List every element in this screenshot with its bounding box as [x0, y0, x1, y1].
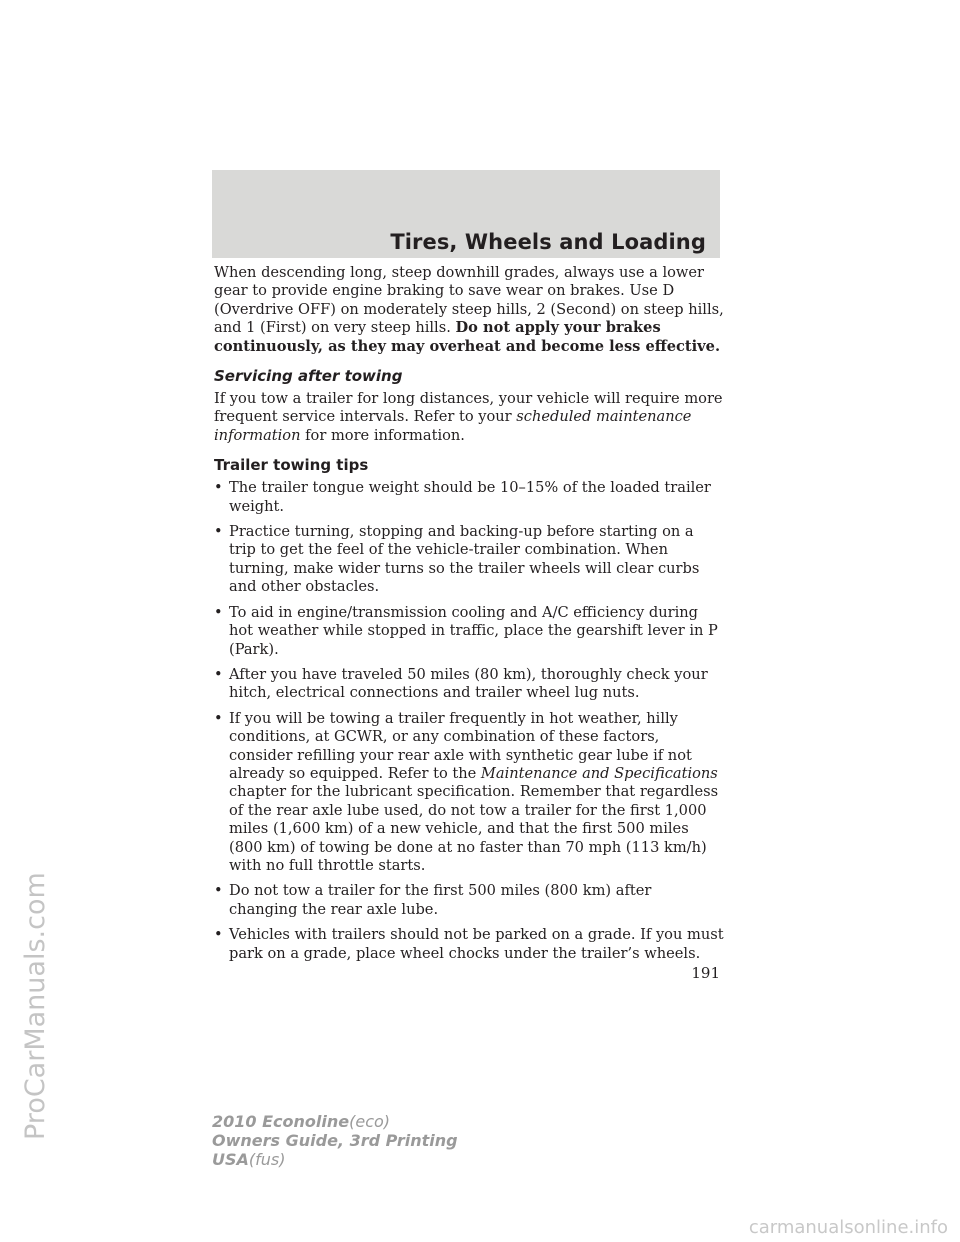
tips-list	[214, 479, 724, 963]
tips-heading: Trailer towing tips	[214, 456, 369, 475]
list-item-text: Practice turning, stopping and backing-up before starting on a trip to get the feel of the vehicle-trailer combination. When turning, make wider turns so the trailer wheels will clear curbs and other obstacles.	[229, 523, 700, 596]
list-item-text: To aid in engine/transmission cooling and A/C efficiency during hot weather while stopped in traffic, place the gearshift lever in P (Park).	[229, 603, 718, 658]
chapter-reference: Maintenance and Specifications	[480, 764, 718, 782]
bullet: •	[214, 926, 223, 944]
footer-market-code: (fus)	[248, 1150, 286, 1169]
list-item	[214, 479, 724, 516]
bullet: •	[214, 665, 223, 683]
intro-warning: Do not apply your brakes continuously, as they may overheat and become less effective.	[214, 319, 721, 355]
bullet: •	[214, 709, 223, 727]
list-item	[214, 926, 724, 963]
list-item-text: After you have traveled 50 miles (80 km), thoroughly check your hitch, electrical connections and trailer wheel lug nuts.	[229, 665, 708, 702]
list-item-text: Do not tow a trailer for the first 500 miles (800 km) after changing the rear axle lube.	[229, 882, 652, 918]
bullet: •	[214, 882, 223, 900]
servicing-text-after: for more information.	[300, 426, 465, 444]
list-item	[214, 882, 724, 919]
footer-market: USA	[212, 1150, 249, 1169]
intro-paragraph	[214, 264, 724, 356]
watermark-vertical: ProCarManuals.com	[20, 872, 51, 1140]
watermark-bottom: carmanualsonline.info	[748, 1217, 948, 1238]
list-item	[214, 604, 724, 659]
footer-model-code: (eco)	[349, 1112, 391, 1131]
section-title: Tires, Wheels and Loading	[390, 230, 706, 254]
footer-line-2: Owners Guide, 3rd Printing	[212, 1131, 458, 1150]
page-number: 191	[691, 964, 720, 982]
footer-model: 2010 Econoline	[212, 1112, 350, 1131]
footer-imprint	[212, 1112, 458, 1169]
servicing-heading: Servicing after towing	[214, 367, 403, 386]
list-item-text: chapter for the lubricant specification. Remember that regardless of the rear axle lube used, do not tow a trailer for the first 1,000 miles (1,600 km) of a new vehicle, and that the first 500 miles (800 km) of towing be done at no faster than 70 mph (113 km/h) with no full throttle starts.	[229, 783, 719, 874]
list-item	[214, 523, 724, 597]
servicing-reference: scheduled maintenance information	[214, 408, 692, 444]
list-item	[214, 666, 724, 703]
footer-line-1	[212, 1112, 458, 1131]
servicing-text-before: If you tow a trailer for long distances, your vehicle will require more frequent service intervals. Refer to your	[214, 390, 723, 426]
list-item-text: If you will be towing a trailer frequently in hot weather, hilly conditions, at GCWR, or any combination of these factors, consider refilling your rear axle with synthetic gear lube if not already so equipped. Refer to the	[229, 709, 692, 782]
page-content	[214, 264, 724, 970]
section-header-band	[212, 170, 720, 258]
bullet: •	[214, 523, 223, 541]
list-item-text: Vehicles with trailers should not be parked on a grade. If you must park on a grade, place wheel chocks under the trailer’s wheels.	[229, 926, 724, 962]
list-item-text: The trailer tongue weight should be 10–15% of the loaded trailer weight.	[229, 479, 711, 515]
servicing-paragraph	[214, 390, 724, 445]
list-item	[214, 710, 724, 876]
bullet: •	[214, 603, 223, 621]
bullet: •	[214, 479, 223, 497]
footer-line-3	[212, 1150, 458, 1169]
intro-text: When descending long, steep downhill grades, always use a lower gear to provide engine braking to save wear on brakes. Use D (Overdrive OFF) on moderately steep hills, 2 (Second) on steep hills, and 1 (First) on very steep hills.	[214, 264, 724, 337]
